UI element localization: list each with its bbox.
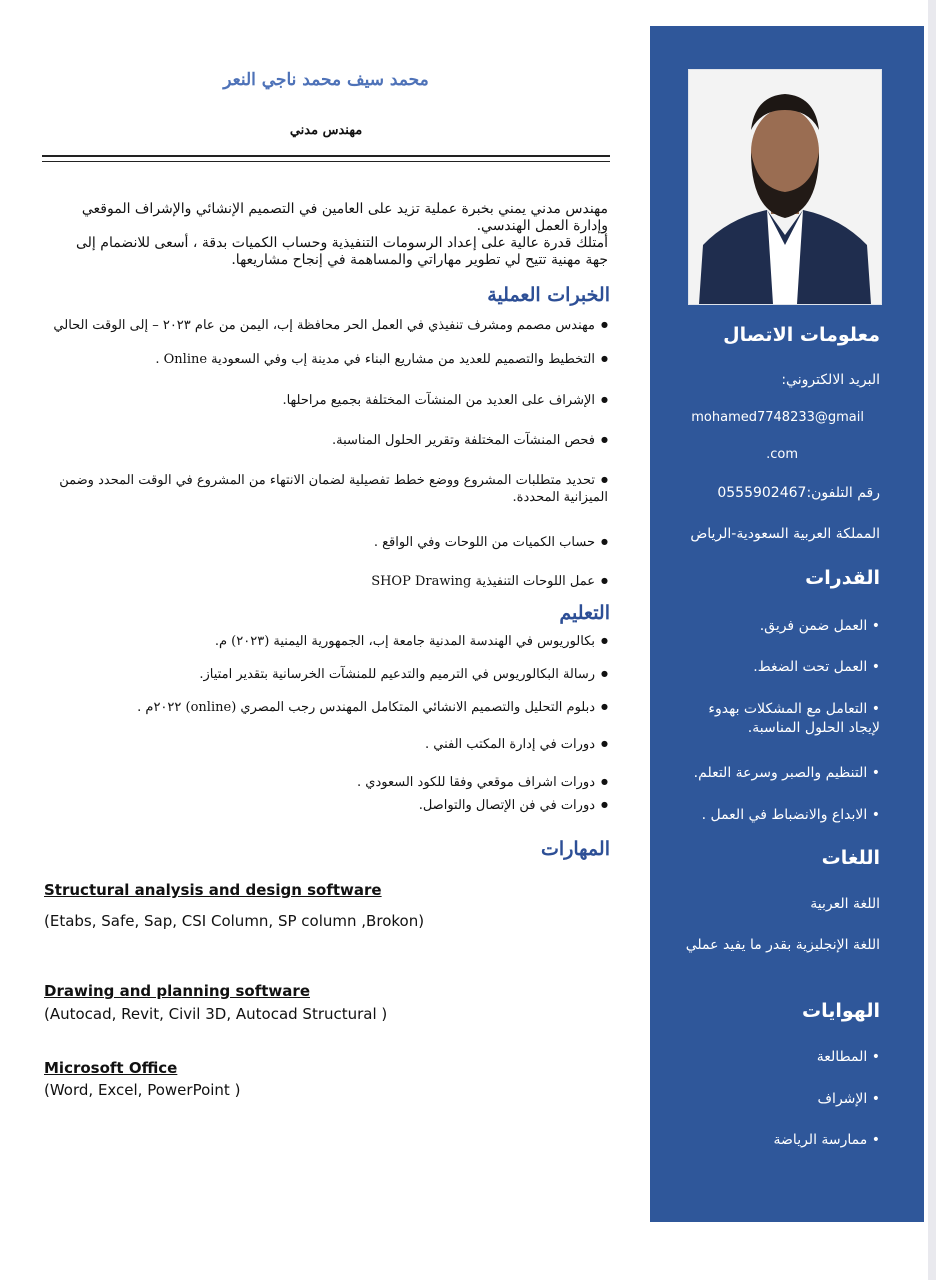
ability-item: • التعامل مع المشكلات بهدوء لإيجاد الحلول المناسبة. [690,700,880,738]
hobbies-title: الهوايات [802,1000,880,1022]
location: المملكة العربية السعودية-الرياض [690,526,880,542]
sidebar [650,26,924,1222]
ability-item: • العمل تحت الضغط. [680,659,880,675]
skill-group-detail: (Word, Excel, PowerPoint ) [44,1081,241,1099]
skill-group-heading: Microsoft Office [44,1059,178,1077]
language-item: اللغة العربية [810,896,880,912]
contact-title: معلومات الاتصال [723,324,880,346]
hobby-item: • ممارسة الرياضة [680,1132,880,1148]
profile-photo [688,69,882,305]
header-divider [42,155,610,162]
page-edge [928,0,936,1280]
experience-item: ● فحص المنشآت المختلفة وتقرير الحلول المناسبة. [48,431,608,449]
education-item: ● دورات اشراف موقعي وفقا للكود السعودي . [48,773,608,791]
experience-item: ● التخطيط والتصميم للعديد من مشاريع البناء في مدينة إب وفي السعودية Online . [48,350,608,368]
email-line-1[interactable]: mohamed7748233@gmail [691,410,864,425]
experience-item: ● مهندس مصمم ومشرف تنفيذي في العمل الحر محافظة إب، اليمن من عام ٢٠٢٣ – إلى الوقت الحالي [48,316,608,334]
skill-group-heading: Drawing and planning software [44,982,310,1000]
full-name: محمد سيف محمد ناجي النعر [223,70,429,90]
skill-group [44,982,387,1023]
skill-group-heading: Structural analysis and design software [44,881,382,899]
education-item: ● دورات في إدارة المكتب الفني . [48,735,608,753]
ability-item: • الابداع والانضباط في العمل . [680,807,880,823]
education-item: ● رسالة البكالوريوس في الترميم والتدعيم للمنشآت الخرسانية بتقدير امتياز. [48,665,608,683]
skill-group-detail: (Etabs, Safe, Sap, CSI Column, SP column ,Brokon) [44,912,425,930]
language-item: اللغة الإنجليزية بقدر ما يفيد عملي [685,937,880,953]
email-label: البريد الالكتروني: [781,372,880,388]
experience-item: ● تحديد متطلبات المشروع ووضع خطط تفصيلية لضمان الانتهاء من المشروع في الوقت المحدد وضمن الميزانية المحددة. [42,471,608,506]
skill-group-detail: (Autocad, Revit, Civil 3D, Autocad Structural ) [44,1005,388,1023]
email-line-2: .com [766,447,798,462]
hobby-item: • المطالعة [680,1049,880,1065]
job-title: مهندس مدني [289,123,363,138]
skills-title: المهارات [541,838,610,860]
experience-item: ● عمل اللوحات التنفيذية SHOP Drawing [48,572,608,590]
education-item: ● دورات في فن الإتصال والتواصل. [48,796,608,814]
ability-item: • التنظيم والصبر وسرعة التعلم. [680,765,880,781]
hobby-item: • الإشراف [680,1091,880,1107]
skill-group [44,1059,240,1099]
summary-line: مهندس مدني يمني بخبرة عملية تزيد على العامين في التصميم الإنشائي والإشراف الموقعي وإدارة العمل الهندسي. [81,201,608,234]
education-item: ● دبلوم التحليل والتصميم الانشائي المتكامل المهندس رجب المصري (online) ٢٠٢٢م . [48,698,608,716]
summary-line: أمتلك قدرة عالية على إعداد الرسومات التنفيذية وحساب الكميات بدقة ، أسعى للانضمام إلى جهة مهنية تتيح لي تطوير مهاراتي والمساهمة في إنجاح مشاريعها. [76,235,608,268]
experience-item: ● الإشراف على العديد من المنشآت المختلفة بجميع مراحلها. [48,391,608,409]
experience-item: ● حساب الكميات من اللوحات وفي الواقع . [48,533,608,551]
languages-title: اللغات [821,847,880,869]
ability-item: • العمل ضمن فريق. [680,618,880,634]
main-content [40,0,612,1280]
phone: رقم التلفون:0555902467 [717,485,880,501]
experience-title: الخبرات العملية [487,284,610,306]
education-item: ● بكالوريوس في الهندسة المدنية جامعة إب، الجمهورية اليمنية (٢٠٢٣) م. [48,632,608,650]
skill-group [44,881,424,930]
abilities-title: القدرات [805,567,880,589]
professional-summary [50,201,608,269]
education-title: التعليم [559,602,610,624]
